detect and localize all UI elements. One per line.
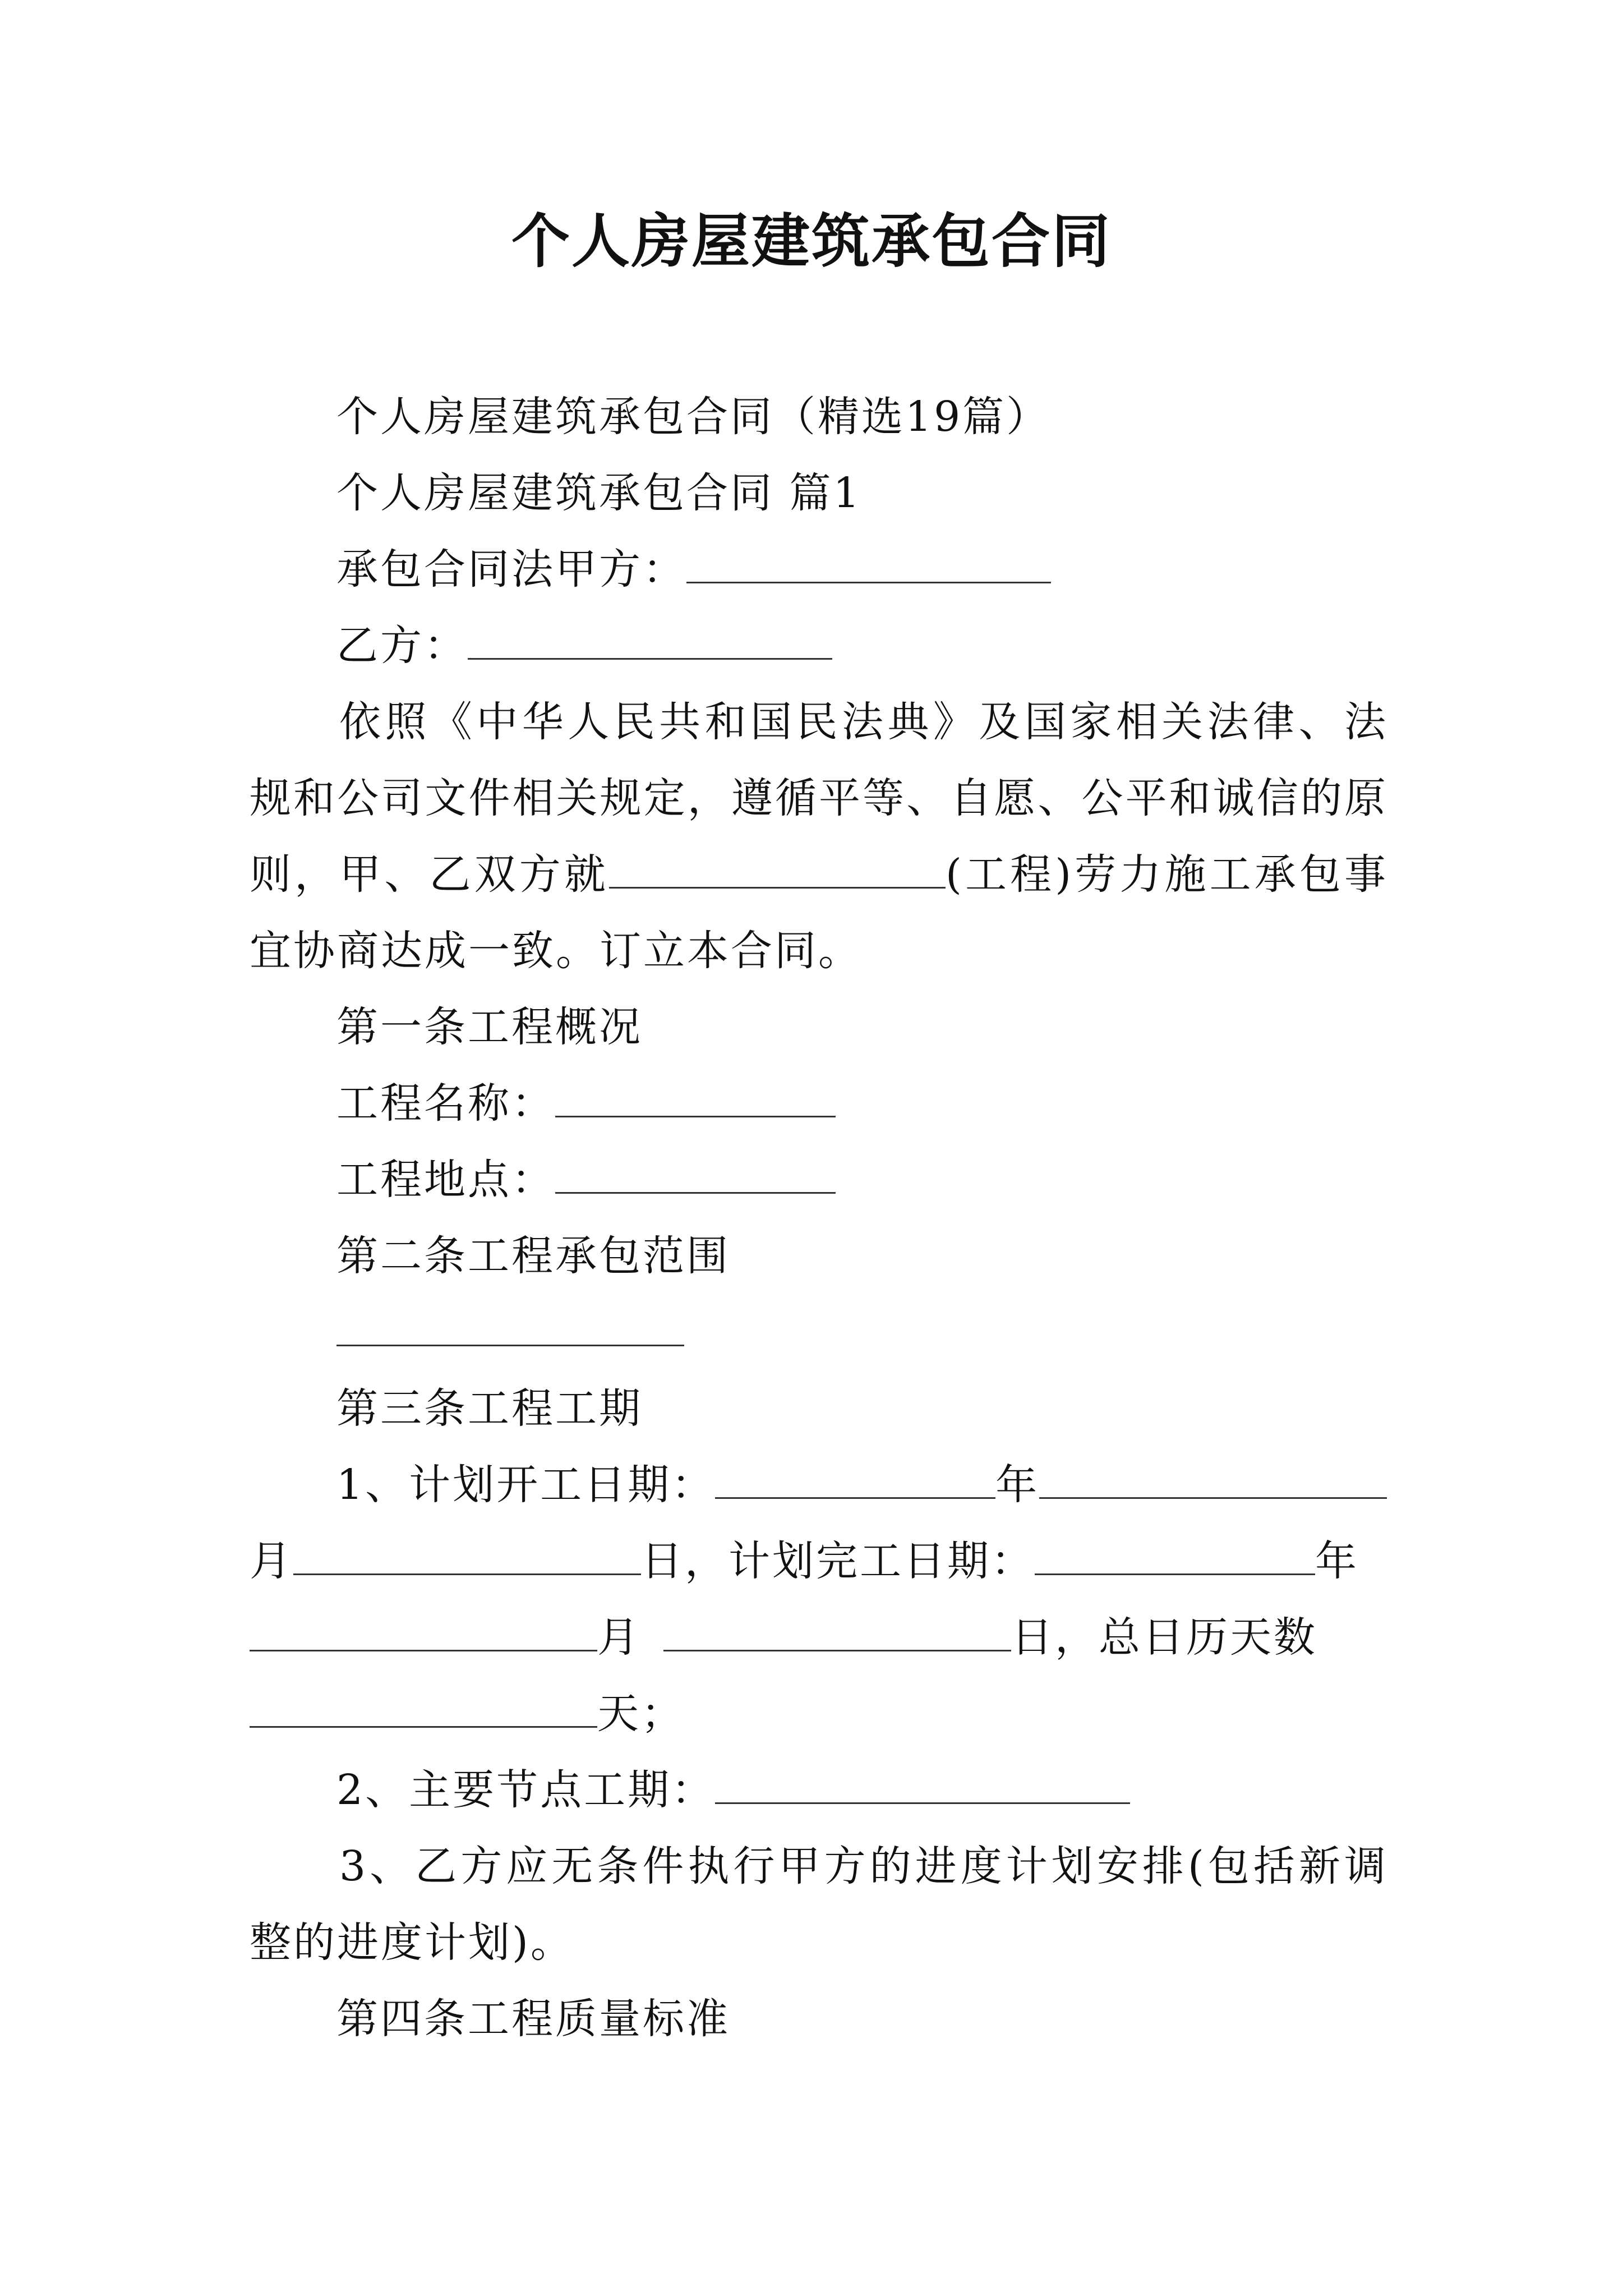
end-month-blank[interactable] [250,1616,597,1651]
schedule-line-2 [250,1523,1359,1599]
month-text: 月 [250,1537,293,1585]
milestone-line [336,1752,1130,1828]
schedule-clause-3: 3、乙方应无条件执行甲方的进度计划安排(包括新调整的进度计划)。 [250,1842,1388,1967]
project-name-label: 工程名称： [336,1079,555,1128]
year-text: 年 [1315,1537,1359,1585]
end-year-blank[interactable] [1035,1540,1315,1575]
project-name-line [336,1065,836,1142]
month-text: 月 [597,1613,641,1662]
start-year-blank[interactable] [715,1464,995,1499]
schedule-line-4 [250,1676,685,1752]
project-place-line [336,1142,836,1218]
document-title: 个人房屋建筑承包合同 [511,206,1112,275]
start-month-blank[interactable] [1039,1464,1387,1499]
article-heading: 第二条工程承包范围 [336,1232,730,1280]
end-date-label: 日，计划完工日期： [641,1537,1035,1585]
project-blank[interactable] [609,853,946,889]
end-day-blank[interactable] [663,1616,1011,1651]
project-place-blank[interactable] [555,1158,836,1194]
article-heading: 第一条工程概况 [336,1003,643,1051]
scope-line [336,1294,684,1370]
section-heading: 个人房屋建筑承包合同 篇1 [336,469,862,517]
total-days-blank[interactable] [250,1692,597,1728]
subtitle-line: 个人房屋建筑承包合同（精选19篇） [336,393,1050,441]
party-a-line [336,531,1051,608]
milestone-blank[interactable] [715,1769,1130,1804]
party-a-blank[interactable] [686,548,1051,583]
schedule-line-3 [250,1599,1317,1676]
preamble-text-b: (工程)劳力施工承包事宜协商达成一致。订立本合同。 [250,850,1388,975]
start-day-blank[interactable] [293,1540,641,1575]
article-heading: 第四条工程质量标准 [336,1995,730,2043]
total-days-label: 日，总日历天数 [1011,1613,1317,1662]
preamble-paragraph [250,684,1388,989]
article-heading: 第三条工程工期 [336,1384,643,1433]
party-b-blank[interactable] [468,624,832,660]
start-date-label: 1、计划开工日期： [336,1461,716,1509]
party-b-line [336,608,832,684]
preamble-text-a: 依照《中华人民共和国民法典》及国家相关法律、法规和公司文件相关规定，遵循平等、自愿、公平和诚信的原则，甲、乙双方就 [250,698,1388,899]
milestone-label: 2、主要节点工期： [336,1766,716,1814]
days-text: 天； [597,1690,685,1738]
schedule-line-1 [336,1447,1387,1523]
project-name-blank[interactable] [555,1082,836,1117]
scope-blank[interactable] [336,1311,684,1346]
project-place-label: 工程地点： [336,1156,555,1204]
party-b-label: 乙方： [336,622,468,670]
year-text: 年 [995,1461,1040,1509]
party-a-label: 承包合同法甲方： [336,545,686,593]
